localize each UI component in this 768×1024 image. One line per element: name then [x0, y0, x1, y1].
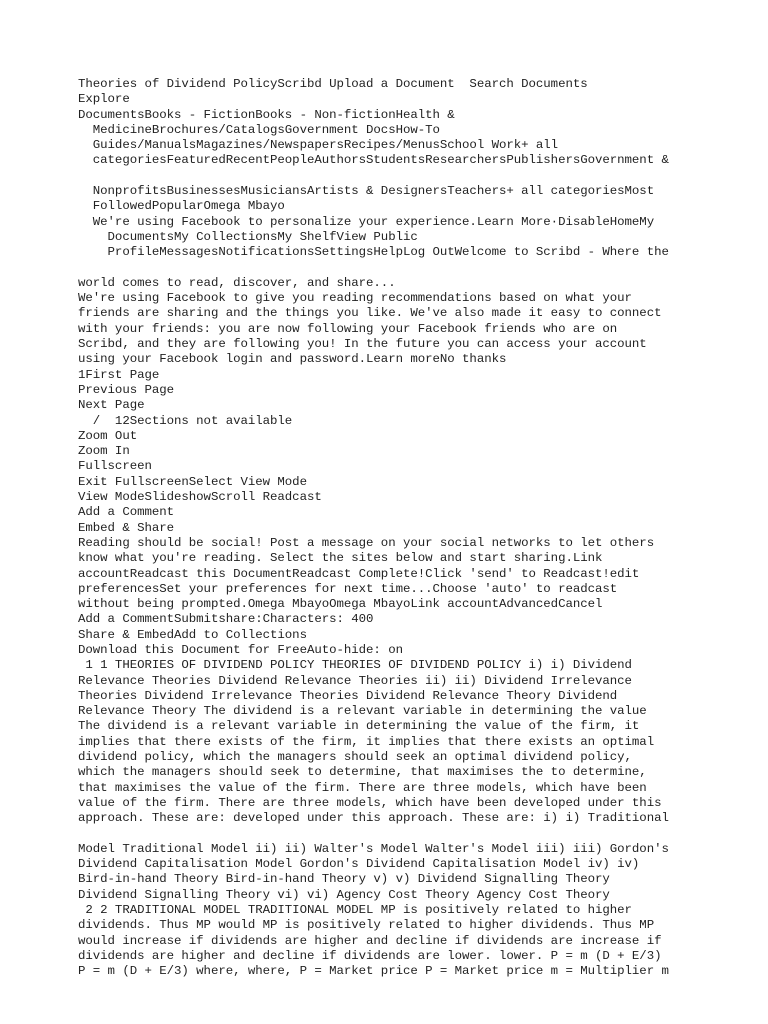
- text-line: Previous Page: [78, 382, 175, 397]
- text-line: Next Page: [78, 398, 145, 413]
- text-line: that maximises the value of the firm. There are three models, which have been: [78, 780, 647, 795]
- text-line: Embed & Share: [78, 520, 175, 535]
- text-line: View ModeSlideshowScroll Readcast: [78, 490, 322, 505]
- text-line: friends are sharing and the things you like. We've also made it easy to connect: [78, 306, 662, 321]
- text-line: world comes to read, discover, and share...: [78, 275, 396, 290]
- blank-line: [78, 261, 718, 276]
- text-line: approach. These are: developed under this approach. These are: i) i) Traditional: [78, 811, 669, 826]
- text-line: Dividend Capitalisation Model Gordon's Dividend Capitalisation Model iv) iv): [78, 857, 640, 872]
- text-line: P = m (D + E/3) where, where, P = Market price P = Market price m = Multiplier m: [78, 964, 669, 979]
- text-line: dividend policy, which the managers should seek an optimal dividend policy,: [78, 750, 632, 765]
- text-line: Model Traditional Model ii) ii) Walter's Model Walter's Model iii) iii) Gordon's: [78, 841, 669, 856]
- text-line: 1 1 THEORIES OF DIVIDEND POLICY THEORIES OF DIVIDEND POLICY i) i) Dividend: [78, 658, 632, 673]
- text-line: Add a Comment: [78, 505, 175, 520]
- text-line: Theories Dividend Irrelevance Theories Dividend Relevance Theory Dividend: [78, 688, 618, 703]
- text-line: ProfileMessagesNotificationsSettingsHelpLog OutWelcome to Scribd - Where the: [78, 245, 669, 260]
- text-line: dividends. Thus MP would MP is positively related to higher dividends. Thus MP: [78, 918, 655, 933]
- text-line: 2 2 TRADITIONAL MODEL TRADITIONAL MODEL MP is positively related to higher: [78, 903, 632, 918]
- text-line: dividends are higher and decline if dividends are lower. lower. P = m (D + E/3): [78, 948, 662, 963]
- text-line: FollowedPopularOmega Mbayo: [78, 199, 285, 214]
- text-line: with your friends: you are now following your Facebook friends who are on: [78, 321, 618, 336]
- text-line: Zoom Out: [78, 428, 138, 443]
- text-line: preferencesSet your preferences for next time...Choose 'auto' to readcast: [78, 581, 618, 596]
- text-line: NonprofitsBusinessesMusiciansArtists & DesignersTeachers+ all categoriesMost: [78, 184, 655, 199]
- text-line: Reading should be social! Post a message on your social networks to let others: [78, 535, 655, 550]
- text-line: The dividend is a relevant variable in determining the value of the firm, it: [78, 719, 640, 734]
- text-line: Scribd, and they are following you! In the future you can access your account: [78, 337, 647, 352]
- text-line: We're using Facebook to give you reading recommendations based on what your: [78, 291, 632, 306]
- document-text: [78, 77, 718, 980]
- text-line: DocumentsMy CollectionsMy ShelfView Public: [78, 229, 418, 244]
- text-line: without being prompted.Omega MbayoOmega MbayoLink accountAdvancedCancel: [78, 597, 603, 612]
- text-line: which the managers should seek to determine, that maximises the to determine,: [78, 765, 647, 780]
- text-line: Download this Document for FreeAuto-hide: on: [78, 642, 403, 657]
- text-line: using your Facebook login and password.Learn moreNo thanks: [78, 352, 507, 367]
- text-line: implies that there exists of the firm, it implies that there exists an optimal: [78, 734, 655, 749]
- text-line: Zoom In: [78, 444, 130, 459]
- text-line: Dividend Signalling Theory vi) vi) Agency Cost Theory Agency Cost Theory: [78, 887, 610, 902]
- text-line: Relevance Theories Dividend Relevance Theories ii) ii) Dividend Irrelevance: [78, 673, 632, 688]
- text-line: Add a CommentSubmitshare:Characters: 400: [78, 612, 374, 627]
- text-line: Bird-in-hand Theory Bird-in-hand Theory v) v) Dividend Signalling Theory: [78, 872, 610, 887]
- text-line: Exit FullscreenSelect View Mode: [78, 474, 307, 489]
- text-line: Explore: [78, 92, 130, 107]
- blank-line: [78, 827, 718, 842]
- text-line: value of the firm. There are three models, which have been developed under this: [78, 795, 662, 810]
- text-line: Relevance Theory The dividend is a relevant variable in determining the value: [78, 704, 647, 719]
- text-line: categoriesFeaturedRecentPeopleAuthorsStudentsResearchersPublishersGovernment &: [78, 153, 669, 168]
- text-line: DocumentsBooks - FictionBooks - Non-fictionHealth &: [78, 107, 455, 122]
- text-line: We're using Facebook to personalize your experience.Learn More·DisableHomeMy: [78, 214, 655, 229]
- text-line: Guides/ManualsMagazines/NewspapersRecipes/MenusSchool Work+ all: [78, 138, 559, 153]
- text-line: MedicineBrochures/CatalogsGovernment DocsHow-To: [78, 122, 440, 137]
- text-line: 1First Page: [78, 367, 160, 382]
- text-line: would increase if dividends are higher and decline if dividends are increase if: [78, 933, 662, 948]
- text-line: / 12Sections not available: [78, 413, 293, 428]
- blank-line: [78, 169, 718, 184]
- text-line: Theories of Dividend PolicyScribd Upload a Document Search Documents: [78, 77, 588, 91]
- text-line: accountReadcast this DocumentReadcast Complete!Click 'send' to Readcast!edit: [78, 566, 640, 581]
- text-line: Share & EmbedAdd to Collections: [78, 627, 307, 642]
- text-line: know what you're reading. Select the sites below and start sharing.Link: [78, 551, 603, 566]
- text-line: Fullscreen: [78, 459, 152, 474]
